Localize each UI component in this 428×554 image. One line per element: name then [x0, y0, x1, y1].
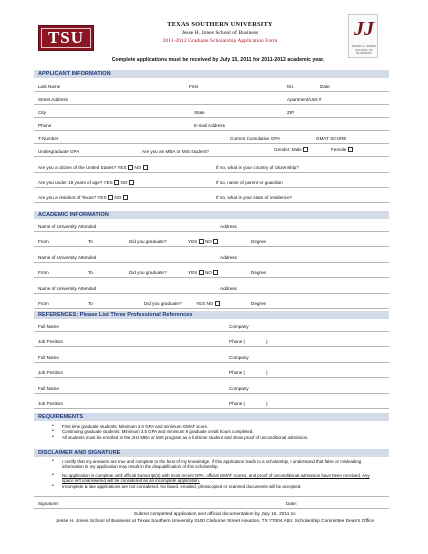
ref-company-field[interactable]: Company: [229, 324, 249, 329]
dates-row-1: [34, 235, 389, 247]
graduate-yes-label: YES: [196, 301, 206, 306]
ref-full-name-field[interactable]: Full Name: [38, 324, 59, 329]
university-field[interactable]: Name of University Attended: [38, 224, 97, 229]
degree-field[interactable]: Degree: [251, 270, 267, 275]
ref3-name-row: [34, 382, 389, 394]
requirement-item: • First time graduate students: Minimum 3.0 GPA and minimum GMAT score.: [52, 423, 209, 429]
bullet-icon: •: [52, 428, 54, 435]
gender-male-label: Gender: Male: [274, 147, 302, 152]
graduate-question: Did you graduate?: [129, 239, 167, 244]
zip-field[interactable]: ZIP: [287, 110, 295, 115]
resident-row: [34, 191, 389, 203]
requirements-list: [52, 424, 382, 440]
gender-female-label: Female: [331, 147, 347, 152]
graduate-options: [188, 270, 218, 275]
resident-yes-checkbox[interactable]: [108, 195, 113, 200]
to-field[interactable]: To: [88, 239, 93, 244]
age-question-label: Are you under 18 years of age? YES: [38, 180, 113, 185]
graduate-options: [196, 301, 220, 306]
first-name-field[interactable]: First: [189, 84, 198, 89]
last-name-field[interactable]: Last Name: [38, 84, 61, 89]
resident-no-label: NO: [114, 195, 122, 200]
university-row-1: [34, 220, 389, 232]
age-yes-checkbox[interactable]: [114, 180, 119, 185]
gmat-score-field[interactable]: GMAT SCORE: [316, 136, 347, 141]
dates-row-3: [34, 297, 389, 309]
mba-mis-question[interactable]: Are you an MBA or MIS student?: [142, 149, 209, 154]
school-name: Jesse H. Jones School of Business: [181, 30, 259, 36]
graduate-no-checkbox[interactable]: [215, 301, 220, 306]
ref-full-name-field[interactable]: Full Name: [38, 355, 59, 360]
to-field[interactable]: To: [88, 301, 93, 306]
submit-instructions: Submit completed application and official documentation by July 15, 2011 to:: [133, 512, 297, 517]
resident-question: [38, 195, 128, 200]
ref-job-position-field[interactable]: Job Position: [38, 370, 64, 375]
bullet-icon: •: [52, 482, 54, 489]
age-no-label: NO: [120, 180, 128, 185]
ref-phone-close: ): [266, 339, 268, 344]
graduate-question: Did you graduate?: [144, 301, 182, 306]
ref1-job-row: [34, 335, 389, 347]
jones-logo-mark: JJ: [354, 18, 374, 40]
cumulative-gpa-field[interactable]: Current Cumulative GPA: [230, 136, 281, 141]
graduate-yes-label: YES: [188, 270, 198, 275]
disclaimer-item: • Incomplete & late applications are not considered. No faxed, emailed, photocopied or scanned documents will be accepted.: [52, 482, 302, 489]
tnumber-row: [34, 132, 389, 144]
from-field[interactable]: From: [38, 239, 49, 244]
male-checkbox[interactable]: [303, 147, 308, 152]
university-row-2: [34, 251, 389, 263]
age-question: [38, 180, 134, 185]
graduate-yes-checkbox[interactable]: [199, 270, 204, 275]
graduate-question: Did you graduate?: [129, 270, 167, 275]
street-address-field[interactable]: Street Address: [38, 97, 69, 102]
signature-field[interactable]: Signature:: [38, 501, 59, 506]
city-row: [34, 106, 389, 118]
gender-male-option[interactable]: [274, 147, 308, 152]
disclaimer-section-heading: DISCLAIMER AND SIGNATURE: [34, 449, 389, 457]
ref-phone-field[interactable]: Phone (: [229, 339, 246, 344]
graduate-no-label: NO: [204, 239, 212, 244]
resident-no-checkbox[interactable]: [123, 195, 128, 200]
citizen-yes-checkbox[interactable]: [128, 165, 133, 170]
resident-question-label: Are you a resident of Texas? YES: [38, 195, 107, 200]
citizen-no-label: NO: [134, 165, 142, 170]
disclaimer-list: [52, 459, 382, 489]
gender-female-option[interactable]: [331, 147, 353, 152]
citizen-row: [34, 161, 389, 173]
tsu-logo-text: TSU: [41, 28, 91, 48]
undergrad-gpa-field[interactable]: Undergraduate GPA: [38, 149, 80, 154]
ref-phone-field[interactable]: Phone (: [229, 370, 246, 375]
graduate-options: [188, 239, 218, 244]
female-checkbox[interactable]: [348, 147, 353, 152]
university-name: TEXAS SOUTHERN UNIVERSITY: [167, 21, 273, 28]
citizen-question: [38, 165, 148, 170]
requirement-item: • All students must be enrolled in the JHJ MBA or MIS program as a full-time student and show proof of unconditional admission.: [52, 433, 309, 440]
degree-field[interactable]: Degree: [251, 239, 267, 244]
age-row: [34, 176, 389, 188]
gpa-row: [34, 145, 389, 157]
email-field[interactable]: E-mail Address: [194, 123, 225, 128]
university-field[interactable]: Name of University Attended: [38, 255, 97, 260]
ref-phone-close: ): [266, 401, 268, 406]
citizen-no-checkbox[interactable]: [143, 165, 148, 170]
ref-phone-field[interactable]: Phone (: [229, 401, 246, 406]
age-no-checkbox[interactable]: [129, 180, 134, 185]
degree-field[interactable]: Degree: [251, 301, 267, 306]
ref1-name-row: [34, 320, 389, 332]
ref-job-position-field[interactable]: Job Position: [38, 401, 64, 406]
citizen-question-label: Are you a citizen of the United States? YES: [38, 165, 127, 170]
phone-field[interactable]: Phone: [38, 123, 52, 128]
citizenship-country-field[interactable]: If no, what is your country of citizenship?: [216, 165, 299, 170]
applicant-section-heading: APPLICANT INFORMATION: [34, 70, 389, 78]
name-row: [34, 80, 389, 92]
graduate-yes-label: YES: [188, 239, 198, 244]
date-field[interactable]: Date: [320, 84, 330, 89]
graduate-no-checkbox[interactable]: [213, 270, 218, 275]
bullet-icon: •: [52, 458, 54, 464]
ref3-job-row: [34, 397, 389, 409]
state-of-residence-field[interactable]: If no, what is your state of residence?: [216, 195, 293, 200]
graduate-yes-checkbox[interactable]: [199, 239, 204, 244]
disclaimer-item: • I certify that my answers are true and complete to the best of my knowledge. If this application leads to a scholarship, I understand that false or misleading information in my application may result in the disqualification of this scholarship.: [52, 458, 362, 470]
deadline-notice: Complete applications must be received by July 15, 2011 for 2011-2012 academic year.: [111, 57, 325, 63]
disclaimer-item: • No application is complete until official transcript(s) with most recent GPA, official GMAT scores, and proof of unconditional admission have been received. Any space left unanswered will be considered as an incomplete application.: [52, 471, 370, 484]
form-title: 2011-2012 Graduate Scholarship Application Form: [162, 38, 278, 44]
university-row-3: [34, 282, 389, 294]
bullet-icon: •: [52, 433, 54, 440]
academic-section-heading: ACADEMIC INFORMATION: [34, 211, 389, 219]
mailing-address: Jesse H. Jones School of Business at Texas Southern University 3100 Cleburne Street Houston, TX 77004 Attn: Scholarship Committee Dean's Office: [55, 519, 375, 524]
requirement-item: • Continuing graduate students: Minimum 3.5 GPA and minimum 9 graduate credit hours completed.: [52, 428, 254, 435]
ref-company-field[interactable]: Company: [229, 386, 249, 391]
signature-date-field[interactable]: Date:: [286, 501, 297, 506]
graduate-no-label: NO: [206, 301, 214, 306]
graduate-no-label: NO: [204, 270, 212, 275]
bullet-icon: •: [52, 471, 54, 478]
from-field[interactable]: From: [38, 301, 49, 306]
address-row: [34, 93, 389, 105]
ref-phone-close: ): [266, 370, 268, 375]
tsu-logo: [38, 25, 94, 51]
ref-job-position-field[interactable]: Job Position: [38, 339, 64, 344]
to-field[interactable]: To: [88, 270, 93, 275]
ref2-name-row: [34, 351, 389, 363]
university-address-field[interactable]: Address: [220, 286, 237, 291]
signature-divider: [34, 508, 389, 509]
state-field[interactable]: State: [194, 110, 205, 115]
contact-row: [34, 119, 389, 131]
middle-initial-field[interactable]: M.I.: [287, 84, 295, 89]
university-address-field[interactable]: Address: [220, 224, 237, 229]
city-field[interactable]: City: [38, 110, 46, 115]
signature-row: [34, 496, 389, 508]
graduate-no-checkbox[interactable]: [213, 239, 218, 244]
bullet-icon: •: [52, 423, 54, 429]
university-address-field[interactable]: Address: [220, 255, 237, 260]
jones-logo-caption: JESSE H. JONES SCHOOL OF BUSINESS: [351, 44, 377, 56]
ref2-job-row: [34, 366, 389, 378]
apartment-field[interactable]: Apartment/Unit #: [287, 97, 322, 102]
references-section-heading: REFERENCES: Please List Three Professional References: [34, 311, 389, 319]
tnumber-field[interactable]: T-Number: [38, 136, 59, 141]
jones-school-logo: [348, 14, 378, 58]
ref-company-field[interactable]: Company: [229, 355, 249, 360]
requirements-section-heading: REQUIREMENTS: [34, 413, 389, 421]
from-field[interactable]: From: [38, 270, 49, 275]
dates-row-2: [34, 266, 389, 278]
ref-full-name-field[interactable]: Full Name: [38, 386, 59, 391]
parent-guardian-field[interactable]: If so, name of parent or guardian: [216, 180, 283, 185]
university-field[interactable]: Name of University Attended: [38, 286, 97, 291]
